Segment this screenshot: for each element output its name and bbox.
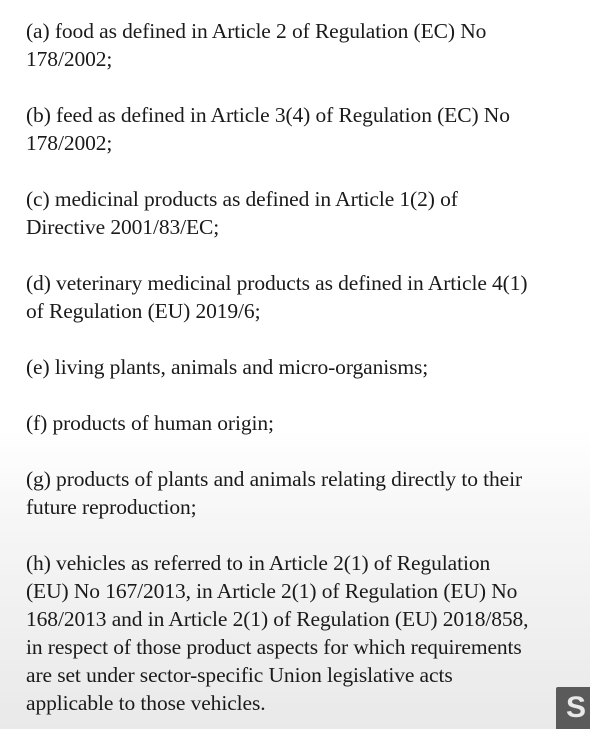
list-item-b: (b) feed as defined in Article 3(4) of Regulation (EC) No 178/2002; xyxy=(26,103,510,155)
corner-logo-badge[interactable] xyxy=(556,687,590,729)
list-item-h: (h) vehicles as referred to in Article 2(1) of Regulation (EU) No 167/2013, in Article 2(1) of Regulation (EU) No 168/2013 and in Article 2(1) of Regulation (EU) 2018/858, in respect of those product aspects for which requirements are set under sector-specific Union legislative acts applicable to those vehicles. xyxy=(26,551,529,715)
list-item-a: (a) food as defined in Article 2 of Regulation (EC) No 178/2002; xyxy=(26,19,487,71)
list-item-c: (c) medicinal products as defined in Article 1(2) of Directive 2001/83/EC; xyxy=(26,187,458,239)
corner-badge-letter: S xyxy=(566,691,587,724)
list-item-e: (e) living plants, animals and micro-organisms; xyxy=(26,355,429,379)
list-item-d: (d) veterinary medicinal products as defined in Article 4(1) of Regulation (EU) 2019/6; xyxy=(26,271,528,323)
document-body xyxy=(26,17,582,745)
list-item-f: (f) products of human origin; xyxy=(26,411,274,435)
list-item-g: (g) products of plants and animals relating directly to their future reproduction; xyxy=(26,467,523,519)
